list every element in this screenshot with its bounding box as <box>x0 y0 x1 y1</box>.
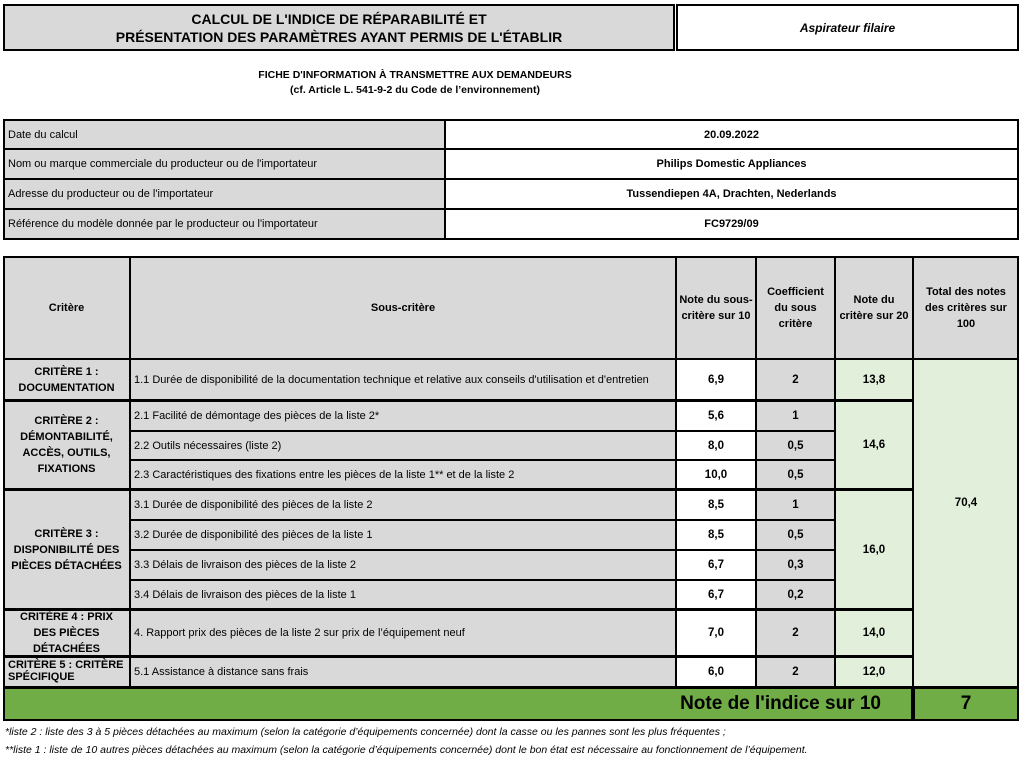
subcriterion-3-3-note: 6,7 <box>676 550 756 580</box>
subcriterion-3-3-label: 3.3 Délais de livraison des pièces de la liste 2 <box>130 550 676 580</box>
header-note-sous-critere: Note du sous-critère sur 10 <box>676 256 756 359</box>
info-label-reference: Référence du modèle donnée par le producteur ou l'importateur <box>3 209 445 240</box>
index-label: Note de l'indice sur 10 <box>3 687 913 721</box>
total-score-value: 70,4 <box>954 497 978 509</box>
subtitle-line-2: (cf. Article L. 541-9-2 du Code de l’environnement) <box>290 84 540 96</box>
criterion-5-note20: 12,0 <box>835 657 913 687</box>
subcriterion-2-3-coef: 0,5 <box>756 460 835 490</box>
subcriterion-3-1-coef: 1 <box>756 490 835 520</box>
criterion-5-text: CRITÈRE 5 : CRITÈRE SPÉCIFIQUE <box>8 659 124 683</box>
subcriterion-2-3-label: 2.3 Caractéristiques des fixations entre les pièces de la liste 1** et de la liste 2 <box>130 460 676 490</box>
info-label-date: Date du calcul <box>3 119 445 149</box>
header-note-critere: Note du critère sur 20 <box>835 256 913 359</box>
subcriterion-2-3-note: 10,0 <box>676 460 756 490</box>
subcriterion-1-1-label: 1.1 Durée de disponibilité de la documentation technique et relative aux conseils d'utilisation et d'entretien <box>130 359 676 401</box>
criterion-3-label: CRITÈRE 3 : DISPONIBILITÉ DES PIÈCES DÉTACHÉES <box>3 490 130 610</box>
criterion-4-label: CRITÈRE 4 : PRIX DES PIÈCES DÉTACHÉES <box>3 610 130 657</box>
subcriterion-4-label: 4. Rapport prix des pièces de la liste 2 sur prix de l’équipement neuf <box>130 610 676 657</box>
info-value-address: Tussendiepen 4A, Drachten, Nederlands <box>445 179 1019 209</box>
document-title <box>3 4 675 51</box>
title-line-1: CALCUL DE L'INDICE DE RÉPARABILITÉ ET <box>191 10 487 27</box>
header-sous-critere: Sous-critère <box>130 256 676 359</box>
info-label-brand: Nom ou marque commerciale du producteur ou de l'importateur <box>3 149 445 179</box>
subcriterion-3-2-label: 3.2 Durée de disponibilité des pièces de la liste 1 <box>130 520 676 550</box>
subcriterion-5-1-coef: 2 <box>756 657 835 687</box>
info-value-reference: FC9729/09 <box>445 209 1019 240</box>
header-coefficient: Coefficient du sous critère <box>756 256 835 359</box>
subtitle-line-1: FICHE D'INFORMATION À TRANSMETTRE AUX DEMANDEURS <box>258 69 572 81</box>
total-score <box>913 359 1019 687</box>
subcriterion-3-4-note: 6,7 <box>676 580 756 610</box>
subcriterion-4-note: 7,0 <box>676 610 756 657</box>
subcriterion-5-1-label: 5.1 Assistance à distance sans frais <box>130 657 676 687</box>
subcriterion-1-1-note: 6,9 <box>676 359 756 401</box>
criterion-2-label: CRITÈRE 2 : DÉMONTABILITÉ, ACCÈS, OUTILS, FIXATIONS <box>3 401 130 490</box>
subcriterion-3-1-label: 3.1 Durée de disponibilité des pièces de la liste 2 <box>130 490 676 520</box>
subcriterion-4-coef: 2 <box>756 610 835 657</box>
info-label-address: Adresse du producteur ou de l'importateur <box>3 179 445 209</box>
criterion-1-label: CRITÈRE 1 : DOCUMENTATION <box>3 359 130 401</box>
subcriterion-2-1-label: 2.1 Facilité de démontage des pièces de la liste 2* <box>130 401 676 431</box>
info-value-brand: Philips Domestic Appliances <box>445 149 1019 179</box>
header-total: Total des notes des critères sur 100 <box>913 256 1019 359</box>
criterion-2-note20: 14,6 <box>835 401 913 490</box>
criterion-4-note20: 14,0 <box>835 610 913 657</box>
product-category: Aspirateur filaire <box>676 4 1019 51</box>
subcriterion-3-4-label: 3.4 Délais de livraison des pièces de la liste 1 <box>130 580 676 610</box>
subcriterion-1-1-coef: 2 <box>756 359 835 401</box>
subcriterion-3-1-note: 8,5 <box>676 490 756 520</box>
subcriterion-3-2-coef: 0,5 <box>756 520 835 550</box>
subcriterion-2-2-note: 8,0 <box>676 431 756 460</box>
criterion-5-label <box>3 657 130 687</box>
subcriterion-3-2-note: 8,5 <box>676 520 756 550</box>
index-value: 7 <box>913 687 1019 721</box>
subtitle <box>150 68 680 98</box>
info-value-date: 20.09.2022 <box>445 119 1019 149</box>
subcriterion-2-2-label: 2.2 Outils nécessaires (liste 2) <box>130 431 676 460</box>
subcriterion-2-1-note: 5,6 <box>676 401 756 431</box>
criterion-1-note20: 13,8 <box>835 359 913 401</box>
title-line-2: PRÉSENTATION DES PARAMÈTRES AYANT PERMIS DE L'ÉTABLIR <box>115 28 563 45</box>
subcriterion-5-1-note: 6,0 <box>676 657 756 687</box>
footnote-liste-1: **liste 1 : liste de 10 autres pièces détachées au maximum (selon la catégorie d’équipements concernée) dont le bon état est nécessaire au fonctionnement de l’équipement. <box>5 744 808 756</box>
subcriterion-2-2-coef: 0,5 <box>756 431 835 460</box>
header-critere: Critère <box>3 256 130 359</box>
footnote-liste-2: *liste 2 : liste des 3 à 5 pièces détachées au maximum (selon la catégorie d’équipements concernée) dont la casse ou les pannes sont les plus fréquentes ; <box>5 726 726 738</box>
subcriterion-3-3-coef: 0,3 <box>756 550 835 580</box>
criterion-3-note20: 16,0 <box>835 490 913 610</box>
subcriterion-2-1-coef: 1 <box>756 401 835 431</box>
subcriterion-3-4-coef: 0,2 <box>756 580 835 610</box>
